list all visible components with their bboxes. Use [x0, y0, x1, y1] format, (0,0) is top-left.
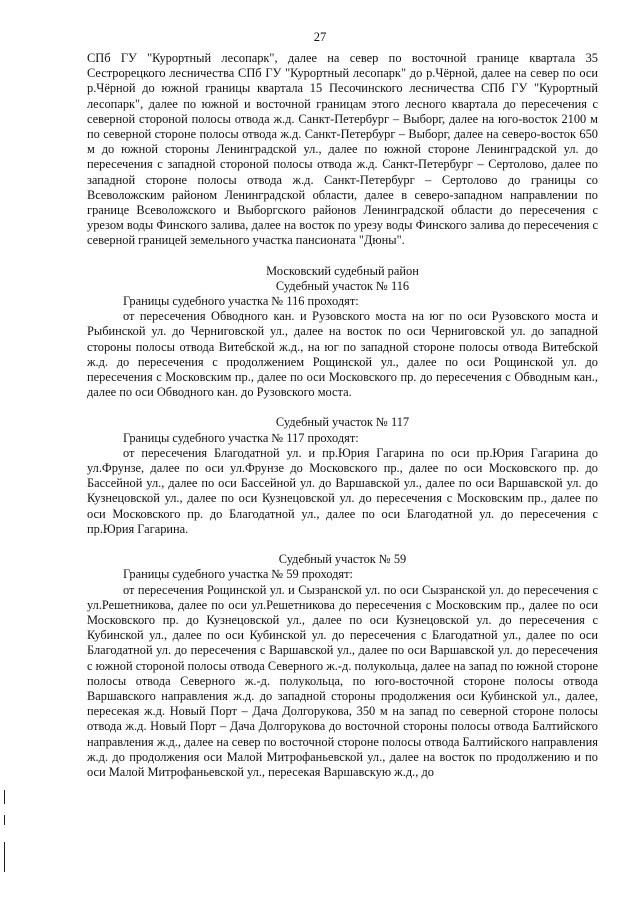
- district-title: Московский судебный район: [266, 263, 419, 278]
- section-title: Судебный участок № 117: [275, 415, 410, 430]
- section-lead: Границы судебного участка № 117 проходят:: [123, 430, 359, 445]
- section-body: от пересечения Благодатной ул. и пр.Юрия Гагарина по оси пр.Юрия Гагарина до ул.Фрунзе, далее по оси ул.Фрунзе до Московского пр., далее по оси Московского пр. до Бассейной ул., далее по оси Бассейной ул. до Варшавской ул., далее по оси Варшавской ул. до Кузнецовской ул., далее по оси Кузнецовской ул. до пересечения с Московским пр., далее по оси Московского пр. до Благодатной ул., далее по оси Благодатной ул. до пересечения с пр.Юрия Гагарина.: [87, 445, 598, 536]
- document-body: [87, 51, 598, 780]
- section-lead: Границы судебного участка № 116 проходят:: [123, 294, 359, 309]
- margin-scan-mark: [4, 790, 5, 804]
- page-number: 27: [313, 30, 327, 44]
- section-title: Судебный участок № 59: [278, 552, 407, 567]
- section-116: [87, 279, 598, 401]
- section-title: Судебный участок № 116: [275, 278, 410, 293]
- intro-paragraph: СПб ГУ "Курортный лесопарк", далее на север по восточной границе квартала 35 Сестрорецкого лесничества СПб ГУ "Курортный лесопарк" до р.Чёрной, далее на север по оси р.Чёрной до южной границы квартала 15 Песочинского лесничества СПб ГУ "Курортный лесопарк", далее по южной и восточной границам этого лесного квартала до пересечения с северной стороной полосы отвода ж.д. Санкт-Петербург – Выборг, далее на юго-восток 2100 м по северной стороне полосы отвода ж.д. Санкт-Петербург – Выборг, далее на северо-восток 650 м до южной стороны Ленинградской ул., далее по южной стороне Ленинградской ул. до пересечения с западной стороной полосы отвода ж.д. Санкт-Петербург – Сертолово, далее по западной стороне полосы отвода ж.д. Санкт-Петербург – Сертолово до границы со Всеволожским районом Ленинградской области, далее в северо-западном направлении по границе Всеволожского и Выборгского районов Ленинградской области до пересечения с урезом воды Финского залива, далее на восток по урезу воды Финского залива до пересечения с северной границей земельного участка пансионата "Дюны".: [87, 51, 598, 248]
- section-117: [87, 415, 598, 537]
- section-59: [87, 552, 598, 780]
- section-lead: Границы судебного участка № 59 проходят:: [123, 567, 353, 582]
- margin-scan-mark: [4, 842, 5, 872]
- margin-scan-mark: [4, 815, 5, 825]
- section-body: от пересечения Рощинской ул. и Сызранской ул. по оси Сызранской ул. до пересечения с ул.Решетникова, далее по оси ул.Решетникова до пересечения с Московским пр., далее по оси Московского пр. до Кузнецовской ул., далее по оси Кузнецовской ул. до пересечения с Кубинской ул., далее по оси Кубинской ул. до пересечения с Благодатной ул., далее по оси Благодатной ул. до пересечения с Варшавской ул., далее по оси Варшавской ул. до пересечения с южной стороной полосы отвода Северного ж.-д. полукольца, далее на запад по южной стороне полосы отвода Северного ж.-д. полукольца, по юго-восточной стороне полосы отвода Варшавского направления ж.д. до западной стороны продолжения оси Кубинской ул., далее, пересекая ж.д. Новый Порт – Дача Долгорукова, 350 м на запад по северной стороне полосы отвода ж.д. Новый Порт – Дача Долгорукова до восточной стороны полосы отвода Балтийского направления ж.д., далее на север по восточной стороне полосы отвода Балтийского направления ж.д. до продолжения оси Малой Митрофаньевской ул., далее на восток по продолжению и по оси Малой Митрофаньевской ул., пересекая Варшавскую ж.д., до: [87, 582, 598, 779]
- section-body: от пересечения Обводного кан. и Рузовского моста на юг по оси Рузовского моста и Рыбинской ул. до Черниговской ул., далее на восток по оси Черниговской ул. до западной стороны полосы отвода Витебской ж.д., на юг по западной стороне полосы отвода Витебской ж.д. до пересечения с продолжением Рощинской ул., далее по оси Рощинской ул. до пересечения с Московским пр., далее по оси Московского пр. до пересечения с Обводным кан., далее по оси Обводного кан. до Рузовского моста.: [87, 309, 598, 400]
